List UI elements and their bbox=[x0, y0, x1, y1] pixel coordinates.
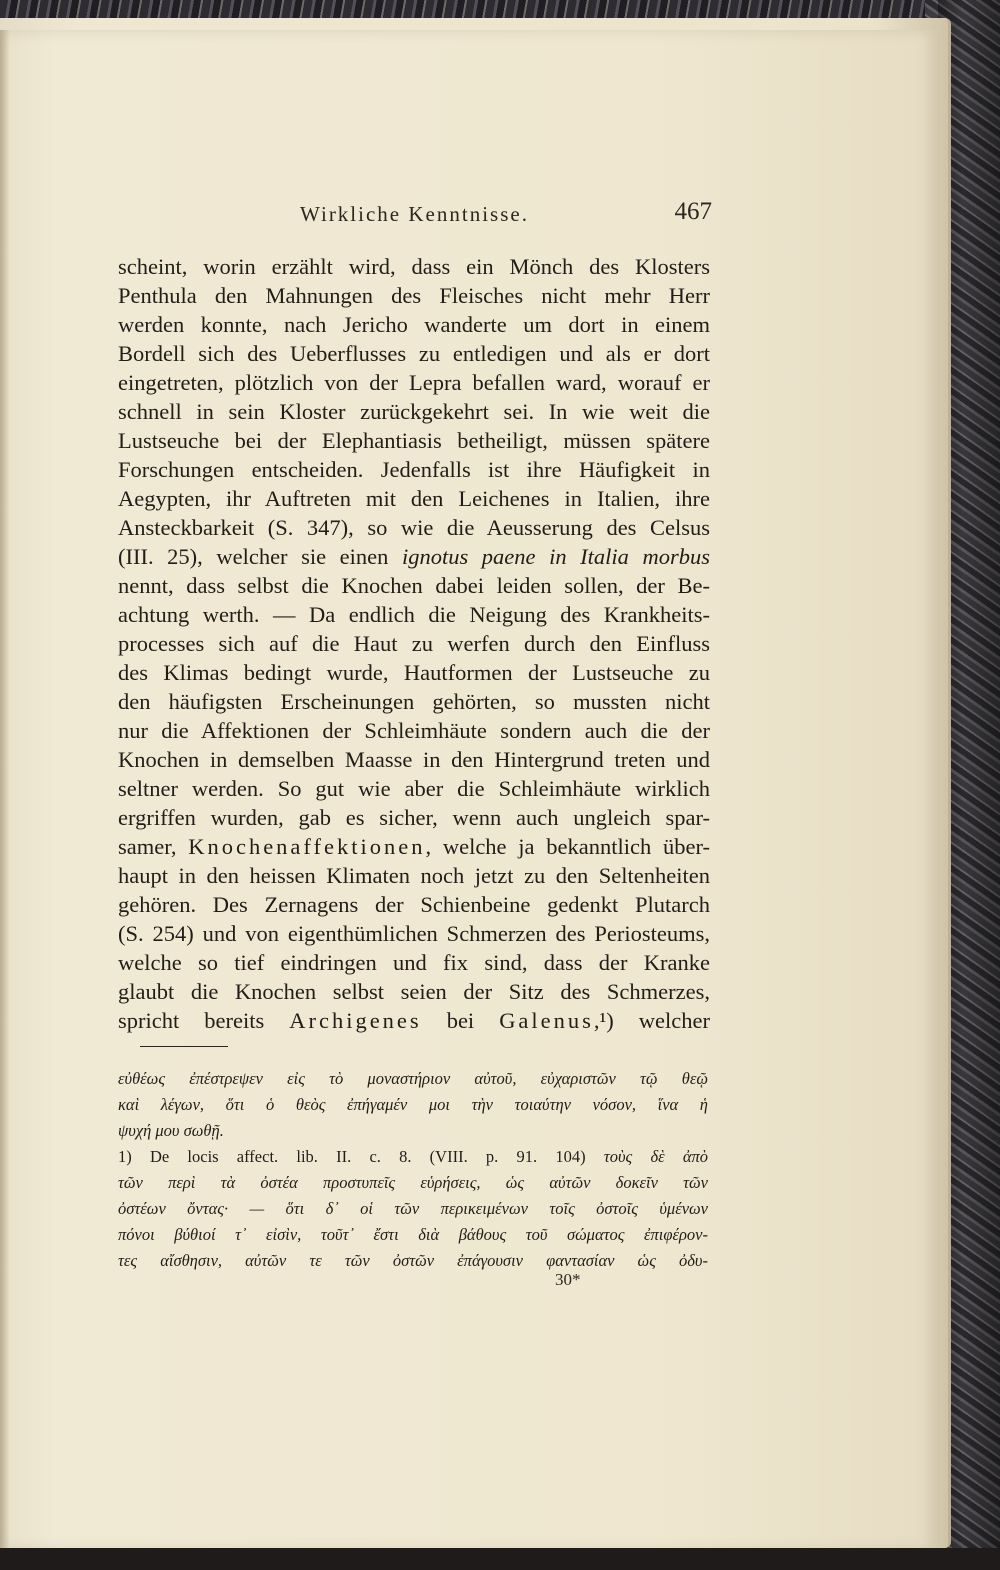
footnote-reference: 1) De locis affect. lib. II. c. 8. (VIII. p. 91. 104) bbox=[118, 1147, 586, 1166]
page-number: 467 bbox=[674, 198, 712, 225]
running-title: Wirkliche Kenntnisse. bbox=[300, 202, 529, 226]
footnote-rule bbox=[140, 1046, 228, 1047]
text-line: scheint, worin erzählt wird, dass ein Mönch des Klosters bbox=[118, 254, 710, 279]
footnote-line: τῶν περὶ τὰ ὀστέα προστυπεῖς εὑρήσεις, ὡς αὐτῶν δοκεῖν τῶν bbox=[118, 1173, 708, 1192]
text-segment: (III. 25), welcher sie einen bbox=[118, 544, 402, 569]
text-line: ergriffen wurden, gab es sicher, wenn auch ungleich spar- bbox=[118, 805, 710, 830]
text-line: seltner werden. So gut wie aber die Schleimhäute wirklich bbox=[118, 776, 710, 801]
text-line: haupt in den heissen Klimaten noch jetzt zu den Seltenheiten bbox=[118, 863, 710, 888]
footnote-line: καὶ λέγων, ὅτι ὁ θεὸς ἐπήγαμέν μοι τὴν τοιαύτην νόσον, ἵνα ἡ bbox=[118, 1095, 708, 1114]
text-segment: spricht bereits bbox=[118, 1008, 290, 1033]
text-line bbox=[118, 542, 710, 572]
footnote-line: πόνοι βύθιοί τ᾽ εἰσὶν, τοῦτ᾽ ἔστι διὰ βάθους τοῦ σώματος ἐπιφέρον- bbox=[118, 1225, 708, 1244]
text-segment: ,¹) welcher bbox=[593, 1008, 710, 1033]
text-line: gehören. Des Zernagens der Schienbeine gedenkt Plutarch bbox=[118, 892, 710, 917]
latin-quote: ignotus paene in Italia morbus bbox=[401, 544, 710, 569]
text-line: Penthula den Mahnungen des Fleisches nicht mehr Herr bbox=[118, 283, 710, 308]
footnote-line: τες αἴσθησιν, αὐτῶν τε τῶν ὀστῶν ἐπάγουσιν φαντασίαν ὡς ὀδυ- bbox=[118, 1251, 708, 1270]
text-line: processes sich auf die Haut zu werfen durch den Einfluss bbox=[118, 631, 710, 656]
greek-text: τοὺς δὲ ἀπὸ bbox=[603, 1147, 709, 1166]
signature-mark: 30* bbox=[555, 1270, 581, 1289]
text-line: den häufigsten Erscheinungen gehörten, so mussten nicht bbox=[118, 689, 710, 714]
gutter-shadow bbox=[0, 30, 10, 1550]
text-line: Forschungen entscheiden. Jedenfalls ist ihre Häufigkeit in bbox=[118, 457, 710, 482]
spaced-term: Knochenaffektionen bbox=[188, 834, 426, 859]
text-line: Knochen in demselben Maasse in den Hintergrund treten und bbox=[118, 747, 710, 772]
book-bottom-edge bbox=[0, 1548, 1000, 1570]
running-header bbox=[120, 196, 712, 232]
text-segment: samer, bbox=[118, 834, 189, 859]
text-line: werden konnte, nach Jericho wanderte um dort in einem bbox=[118, 312, 710, 337]
text-line: welche so tief eindringen und fix sind, dass der Kranke bbox=[118, 950, 710, 975]
text-line bbox=[118, 832, 710, 862]
text-line: Lustseuche bei der Elephantiasis betheiligt, müssen spätere bbox=[118, 428, 710, 453]
spaced-name: Archigenes bbox=[289, 1008, 422, 1033]
text-line: eingetreten, plötzlich von der Lepra befallen ward, worauf er bbox=[118, 370, 710, 395]
text-line: Bordell sich des Ueberflusses zu entledigen und als er dort bbox=[118, 341, 710, 366]
text-line: nur die Affektionen der Schleimhäute sondern auch die der bbox=[118, 718, 710, 743]
spaced-name: Galenus bbox=[499, 1008, 594, 1033]
text-line: nennt, dass selbst die Knochen dabei leiden sollen, der Be- bbox=[118, 573, 710, 598]
text-line bbox=[118, 1006, 710, 1036]
footnote-line: ψυχή μου σωθῇ. bbox=[118, 1121, 224, 1140]
text-line: (S. 254) und von eigenthümlichen Schmerzen des Periosteums, bbox=[118, 921, 710, 946]
text-line: schnell in sein Kloster zurückgekehrt sei. In wie weit die bbox=[118, 399, 710, 424]
text-line: des Klimas bedingt wurde, Hautformen der Lustseuche zu bbox=[118, 660, 710, 685]
text-segment: , welche ja bekanntlich über- bbox=[425, 834, 711, 859]
text-line: glaubt die Knochen selbst seien der Sitz des Schmerzes, bbox=[118, 979, 710, 1004]
text-segment: bei bbox=[421, 1008, 500, 1033]
footnote-line: ὀστέων ὄντας· — ὅτι δ᾽ οἱ τῶν περικειμένων τοῖς ὀστοῖς ὑμένων bbox=[118, 1199, 708, 1218]
footnote-line bbox=[118, 1144, 708, 1170]
text-line: Ansteckbarkeit (S. 347), so wie die Aeusserung des Celsus bbox=[118, 515, 710, 540]
text-line: Aegypten, ihr Auftreten mit den Leichenes in Italien, ihre bbox=[118, 486, 710, 511]
footnote-line: εὐθέως ἐπέστρεψεν εἰς τὸ μοναστήριον αὐτοῦ, εὐχαριστῶν τῷ θεῷ bbox=[118, 1069, 708, 1088]
text-line: achtung werth. — Da endlich die Neigung des Krankheits- bbox=[118, 602, 710, 627]
